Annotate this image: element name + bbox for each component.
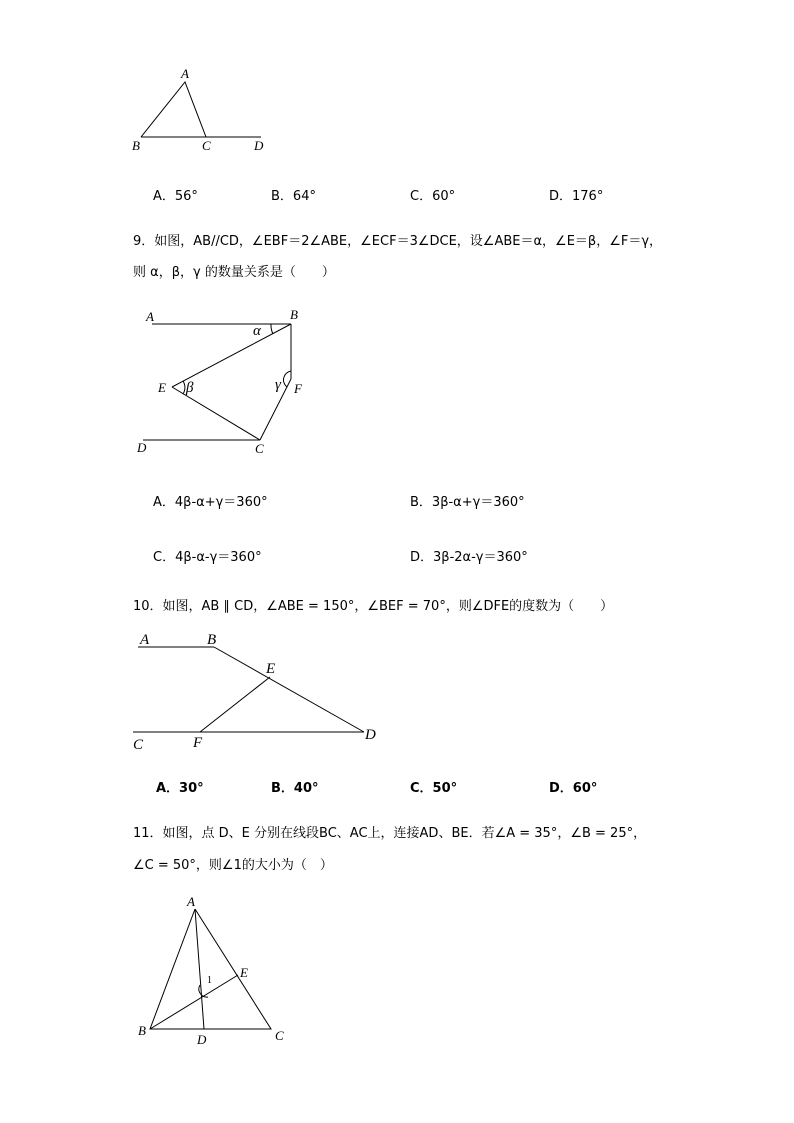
q10-stem-line1: 10．如图，AB ∥ CD，∠ABE = 150°，∠BEF = 70°，则∠DFE的度数为（ ） <box>133 599 614 614</box>
q10-segment-fe <box>200 677 270 732</box>
q11-figure <box>130 890 300 1050</box>
q9-label-e: E <box>158 380 166 395</box>
q9-label-c: C <box>255 441 264 456</box>
q8-option-b[interactable]: B．64° <box>271 189 316 204</box>
q10-label-d: D <box>365 727 376 743</box>
q10-label-b: B <box>207 632 217 648</box>
q9-label-b: B <box>290 307 298 322</box>
q9-figure <box>130 305 320 465</box>
q11-triangle-abc <box>150 909 271 1029</box>
q10-label-a: A <box>140 632 150 648</box>
q9-label-alpha: α <box>253 323 261 339</box>
q11-label-angle-1: 1 <box>207 975 212 986</box>
q10-label-e: E <box>266 661 276 677</box>
q10-figure <box>128 625 388 755</box>
q10-option-d[interactable]: D．60° <box>549 781 598 796</box>
q10-label-c: C <box>133 737 144 753</box>
q9-option-b[interactable]: B．3β-α+γ＝360° <box>410 495 525 510</box>
q9-angle-beta-arc <box>183 381 185 394</box>
q9-angle-gamma-arc <box>283 371 291 387</box>
q9-label-f: F <box>294 381 302 396</box>
q9-label-a: A <box>146 309 154 324</box>
q8-label-d: D <box>254 138 264 153</box>
q11-stem-line1: 11．如图，点 D、E 分别在线段BC、AC上，连接AD、BE．若∠A = 35°，∠B = 25°， <box>133 826 647 841</box>
q9-option-a[interactable]: A．4β-α+γ＝360° <box>153 495 268 510</box>
q8-option-a[interactable]: A．56° <box>153 189 198 204</box>
q11-label-a: A <box>187 894 195 909</box>
q10-option-b[interactable]: B．40° <box>271 781 319 796</box>
q11-angle-1-arc <box>199 985 208 997</box>
q11-stem-line2: ∠C = 50°，则∠1的大小为（ ） <box>133 858 333 873</box>
q10-option-c[interactable]: C．50° <box>410 781 458 796</box>
q10-option-a[interactable]: A．30° <box>156 781 204 796</box>
q11-segment-ad <box>195 909 204 1029</box>
q9-option-c[interactable]: C．4β-α-γ＝360° <box>153 550 262 565</box>
q9-stem-line2: 则 α，β，γ 的数量关系是（ ） <box>133 265 335 280</box>
q8-label-c: C <box>202 138 211 153</box>
q11-segment-be <box>150 975 238 1029</box>
q9-option-d[interactable]: D．3β-2α-γ＝360° <box>410 550 528 565</box>
q9-label-gamma: γ <box>275 377 281 393</box>
q8-triangle-sides <box>141 82 206 137</box>
q9-label-d: D <box>137 440 147 455</box>
q8-option-c[interactable]: C．60° <box>410 189 456 204</box>
q10-label-f: F <box>193 735 203 751</box>
q11-label-b: B <box>138 1023 146 1038</box>
q8-option-d[interactable]: D．176° <box>549 189 604 204</box>
q8-label-b: B <box>132 138 140 153</box>
q11-label-d: D <box>197 1032 207 1047</box>
q11-label-c: C <box>275 1028 284 1043</box>
q9-angle-alpha-arc <box>271 324 273 334</box>
q10-segment-bd <box>214 647 364 732</box>
q11-label-e: E <box>240 965 248 980</box>
q9-stem-line1: 9．如图，AB//CD，∠EBF＝2∠ABE，∠ECF＝3∠DCE，设∠ABE＝α，∠E＝β，∠F＝γ， <box>133 234 663 249</box>
q8-triangle-figure <box>120 60 280 160</box>
q8-label-a: A <box>181 66 189 81</box>
q9-label-beta: β <box>186 380 194 396</box>
